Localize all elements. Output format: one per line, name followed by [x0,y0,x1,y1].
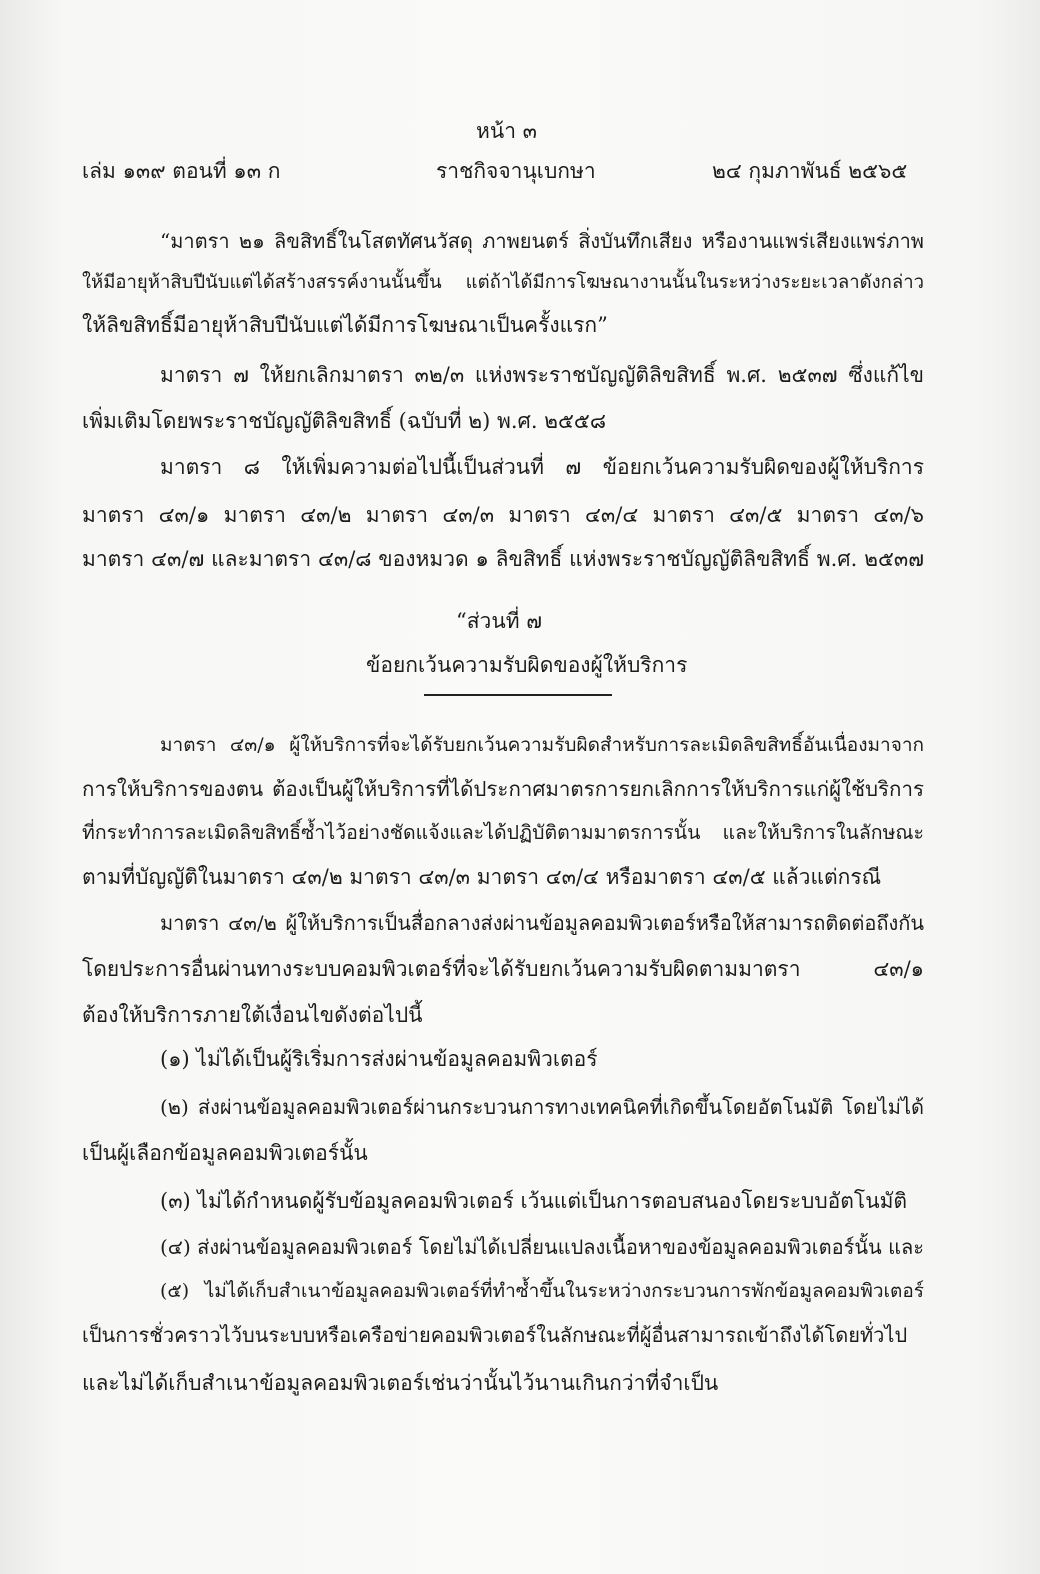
text-line: เพิ่มเติมโดยพระราชบัญญัติลิขสิทธิ์ (ฉบับที่ ๒) พ.ศ. ๒๕๕๘ [82,409,607,433]
list-item: (๕) ไม่ได้เก็บสำเนาข้อมูลคอมพิวเตอร์ที่ทำซ้ำขึ้นในระหว่างกระบวนการพักข้อมูลคอมพิวเตอร์ [160,1280,924,1302]
text-line: การให้บริการของตน ต้องเป็นผู้ให้บริการที่ได้ประกาศมาตรการยกเลิกการให้บริการแก่ผู้ใช้บริการ [82,777,924,801]
page-number: หน้า ๓ [476,119,538,143]
text-line: ให้ลิขสิทธิ์มีอายุห้าสิบปีนับแต่ได้มีการโฆษณาเป็นครั้งแรก” [82,313,608,337]
gazette-name: ราชกิจจานุเบกษา [436,159,596,183]
text-line: มาตรา ๔๓/๗ และมาตรา ๔๓/๘ ของหมวด ๑ ลิขสิทธิ์ แห่งพระราชบัญญัติลิขสิทธิ์ พ.ศ. ๒๕๓๗ [82,547,924,571]
text-line: มาตรา ๔๓/๒ ผู้ให้บริการเป็นสื่อกลางส่งผ่านข้อมูลคอมพิวเตอร์หรือให้สามารถติดต่อถึงกัน [160,911,924,935]
text-line: โดยประการอื่นผ่านทางระบบคอมพิวเตอร์ที่จะได้รับยกเว้นความรับผิดตามมาตรา ๔๓/๑ [82,957,924,981]
text-line: เป็นการชั่วคราวไว้บนระบบหรือเครือข่ายคอมพิวเตอร์ในลักษณะที่ผู้อื่นสามารถเข้าถึงได้โดยทั่วไป [82,1323,908,1347]
section-title: ข้อยกเว้นความรับผิดของผู้ให้บริการ [366,653,688,677]
text-line: ให้มีอายุห้าสิบปีนับแต่ได้สร้างสรรค์งานนั้นขึ้น แต่ถ้าได้มีการโฆษณางานนั้นในระหว่างระยะเวลาดังกล่าว [82,272,924,293]
section-heading: “ส่วนที่ ๗ [456,609,543,633]
text-line: ตามที่บัญญัติในมาตรา ๔๓/๒ มาตรา ๔๓/๓ มาตรา ๔๓/๔ หรือมาตรา ๔๓/๕ แล้วแต่กรณี [82,865,882,889]
text-line: มาตรา ๔๓/๑ ผู้ให้บริการที่จะได้รับยกเว้นความรับผิดสำหรับการละเมิดลิขสิทธิ์อันเนื่องมาจาก [160,734,924,756]
volume-issue: เล่ม ๑๓๙ ตอนที่ ๑๓ ก [82,159,281,183]
text-line: มาตรา ๔๓/๑ มาตรา ๔๓/๒ มาตรา ๔๓/๓ มาตรา ๔๓/๔ มาตรา ๔๓/๕ มาตรา ๔๓/๖ [82,503,924,527]
text-line: มาตรา ๘ ให้เพิ่มความต่อไปนี้เป็นส่วนที่ ๗ ข้อยกเว้นความรับผิดของผู้ให้บริการ [160,455,924,479]
list-item: (๒) ส่งผ่านข้อมูลคอมพิวเตอร์ผ่านกระบวนการทางเทคนิคที่เกิดขึ้นโดยอัตโนมัติ โดยไม่ได้ [160,1095,924,1119]
title-underline [424,694,612,696]
list-item: (๓) ไม่ได้กำหนดผู้รับข้อมูลคอมพิวเตอร์ เว้นแต่เป็นการตอบสนองโดยระบบอัตโนมัติ [160,1189,908,1213]
text-line: ต้องให้บริการภายใต้เงื่อนไขดังต่อไปนี้ [82,1003,423,1027]
text-line: มาตรา ๗ ให้ยกเลิกมาตรา ๓๒/๓ แห่งพระราชบัญญัติลิขสิทธิ์ พ.ศ. ๒๕๓๗ ซึ่งแก้ไข [160,363,924,387]
text-line: ที่กระทำการละเมิดลิขสิทธิ์ซ้ำไว้อย่างชัดแจ้งและได้ปฏิบัติตามมาตรการนั้น และให้บริการในลักษณะ [82,821,924,844]
text-line: เป็นผู้เลือกข้อมูลคอมพิวเตอร์นั้น [82,1141,368,1165]
text-line: “มาตรา ๒๑ ลิขสิทธิ์ในโสตทัศนวัสดุ ภาพยนตร์ สิ่งบันทึกเสียง หรืองานแพร่เสียงแพร่ภาพ [160,229,924,253]
list-item: (๑) ไม่ได้เป็นผู้ริเริ่มการส่งผ่านข้อมูลคอมพิวเตอร์ [160,1047,598,1071]
list-item: (๔) ส่งผ่านข้อมูลคอมพิวเตอร์ โดยไม่ได้เปลี่ยนแปลงเนื้อหาของข้อมูลคอมพิวเตอร์นั้น และ [160,1235,924,1259]
text-line: และไม่ได้เก็บสำเนาข้อมูลคอมพิวเตอร์เช่นว่านั้นไว้นานเกินกว่าที่จำเป็น [82,1371,719,1395]
issue-date: ๒๔ กุมภาพันธ์ ๒๕๖๕ [712,159,908,183]
